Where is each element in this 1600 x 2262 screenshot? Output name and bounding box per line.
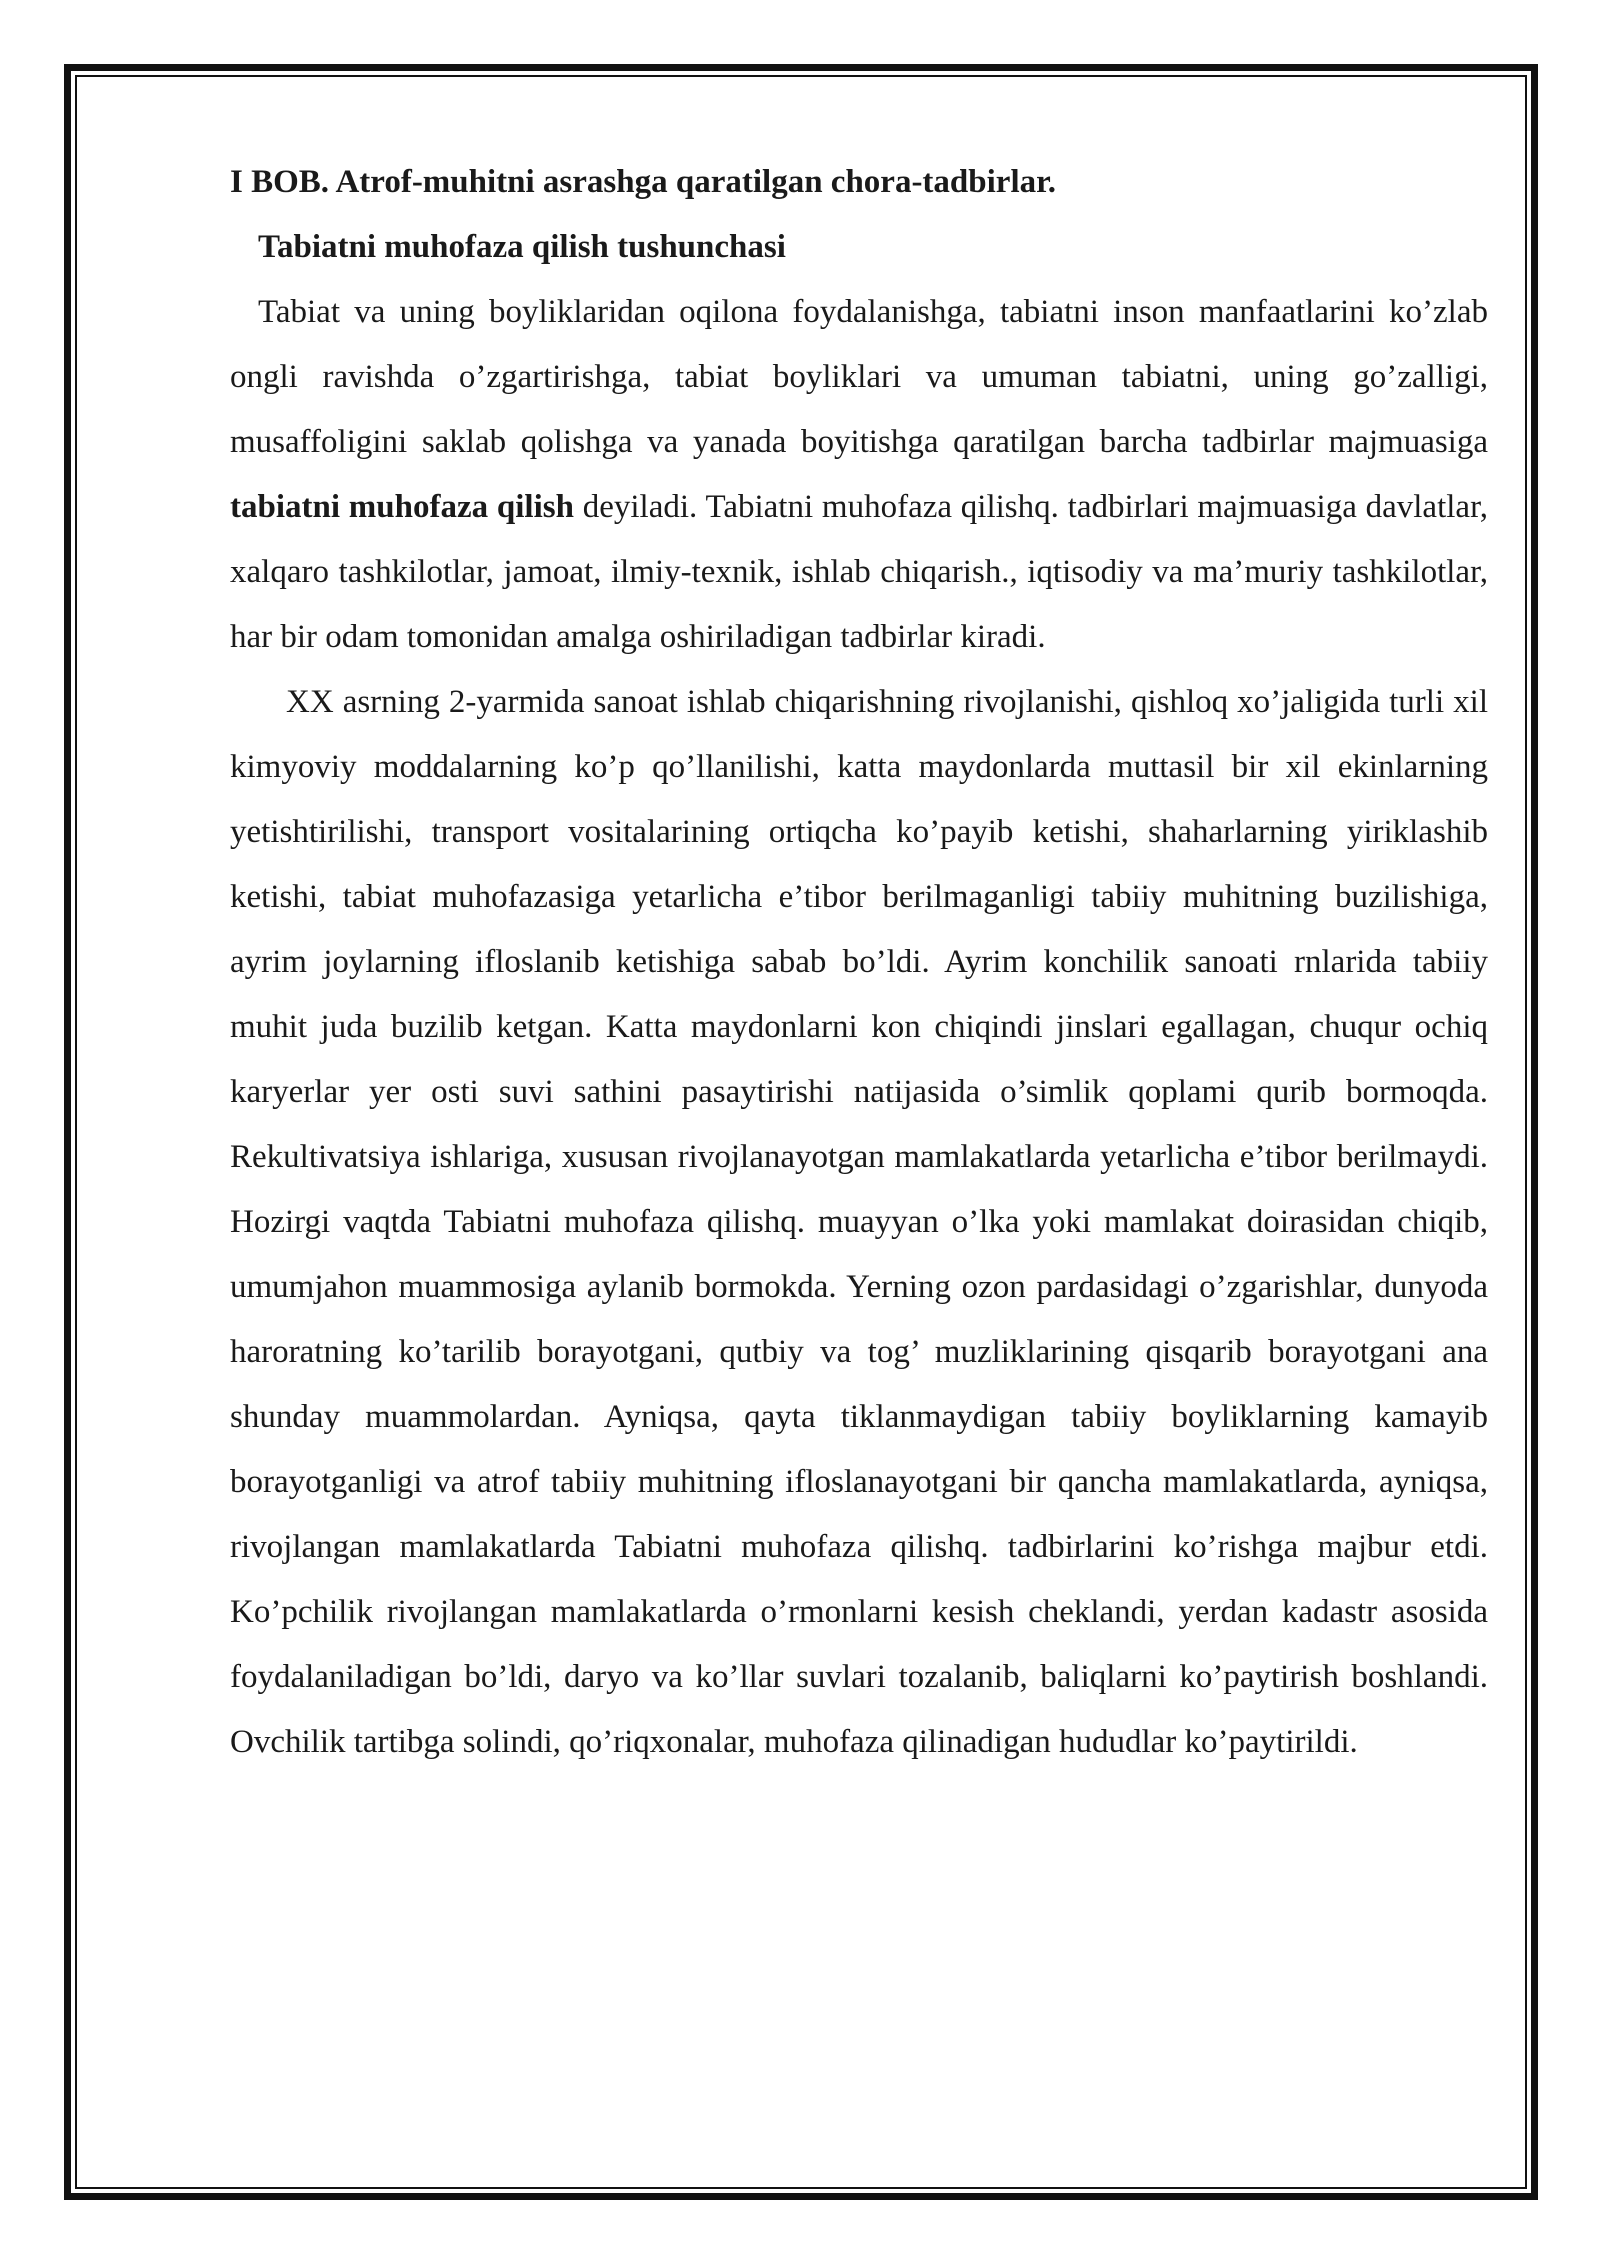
chapter-title: I BOB. Atrof-muhitni asrashga qaratilgan chora-tadbirlar. [230, 164, 1056, 200]
document-body [230, 150, 1488, 1775]
defined-term: tabiatni muhofaza qilish [230, 489, 574, 525]
paragraph-history: XX asrning 2-yarmida sanoat ishlab chiqarishning rivojlanishi, qishloq xo’jaligida turli xil kimyoviy moddalarning ko’p qo’llanilishi, katta maydonlarda muttasil bir xil ekinlarning yetishtirilishi, transport vositalarining ortiqcha ko’payib ketishi, shaharlarning yiriklashib ketishi, tabiat muhofazasiga yetarlicha e’tibor berilmaganligi tabiiy muhitning buzilishiga, ayrim joylarning ifloslanib ketishiga sabab bo’ldi. Ayrim konchilik sanoati rnlarida tabiiy muhit juda buzilib ketgan. Katta maydonlarni kon chiqindi jinslari egallagan, chuqur ochiq karyerlar yer osti suvi sathini pasaytirishi natijasida o’simlik qoplami qurib bormoqda. Rekultivatsiya ishlariga, xususan rivojlanayotgan mamlakatlarda yetarlicha e’tibor berilmaydi. Hozirgi vaqtda Tabiatni muhofaza qilishq. muayyan o’lka yoki mamlakat doirasidan chiqib, umumjahon muammosiga aylanib bormokda. Yerning ozon pardasidagi o’zgarishlar, dunyoda haroratning ko’tarilib borayotgani, qutbiy va tog’ muzliklarining qisqarib borayotgani ana shunday muammolardan. Ayniqsa, qayta tiklanmaydigan tabiiy boyliklarning kamayib borayotganligi va atrof tabiiy muhitning ifloslanayotgani bir qancha mamlakatlarda, ayniqsa, rivojlangan mamlakatlarda Tabiatni muhofaza qilishq. tadbirlarini ko’rishga majbur etdi. Ko’pchilik rivojlangan mamlakatlarda o’rmonlarni kesish cheklandi, yerdan kadastr asosida foydalaniladigan bo’ldi, daryo va ko’llar suvlari tozalanib, baliqlarni ko’paytirish boshlandi. Ovchilik tartibga solindi, qo’riqxonalar, muhofaza qilinadigan hududlar ko’paytirildi. [230, 684, 1488, 1760]
paragraph-definition-part1: Tabiat va uning boyliklaridan oqilona foydalanishga, tabiatni inson manfaatlarini ko’zlab ongli ravishda o’zgartirishga, tabiat boyliklari va umuman tabiatni, uning go’zalligi, musaffoligini saklab qolishga va yanada boyitishga qaratilgan barcha tadbirlar majmuasiga [230, 294, 1488, 460]
paragraph-definition [230, 280, 1488, 670]
paragraph-definition-part2: deyiladi. Tabiatni muhofaza qilishq. tadbirlari majmuasiga davlatlar, xalqaro tashkilotlar, jamoat, ilmiy-texnik, ishlab chiqarish., iqtisodiy va ma’muriy tashkilotlar, har bir odam tomonidan amalga oshiriladigan tadbirlar kiradi. [230, 489, 1488, 655]
section-title: Tabiatni muhofaza qilish tushunchasi [258, 229, 786, 265]
